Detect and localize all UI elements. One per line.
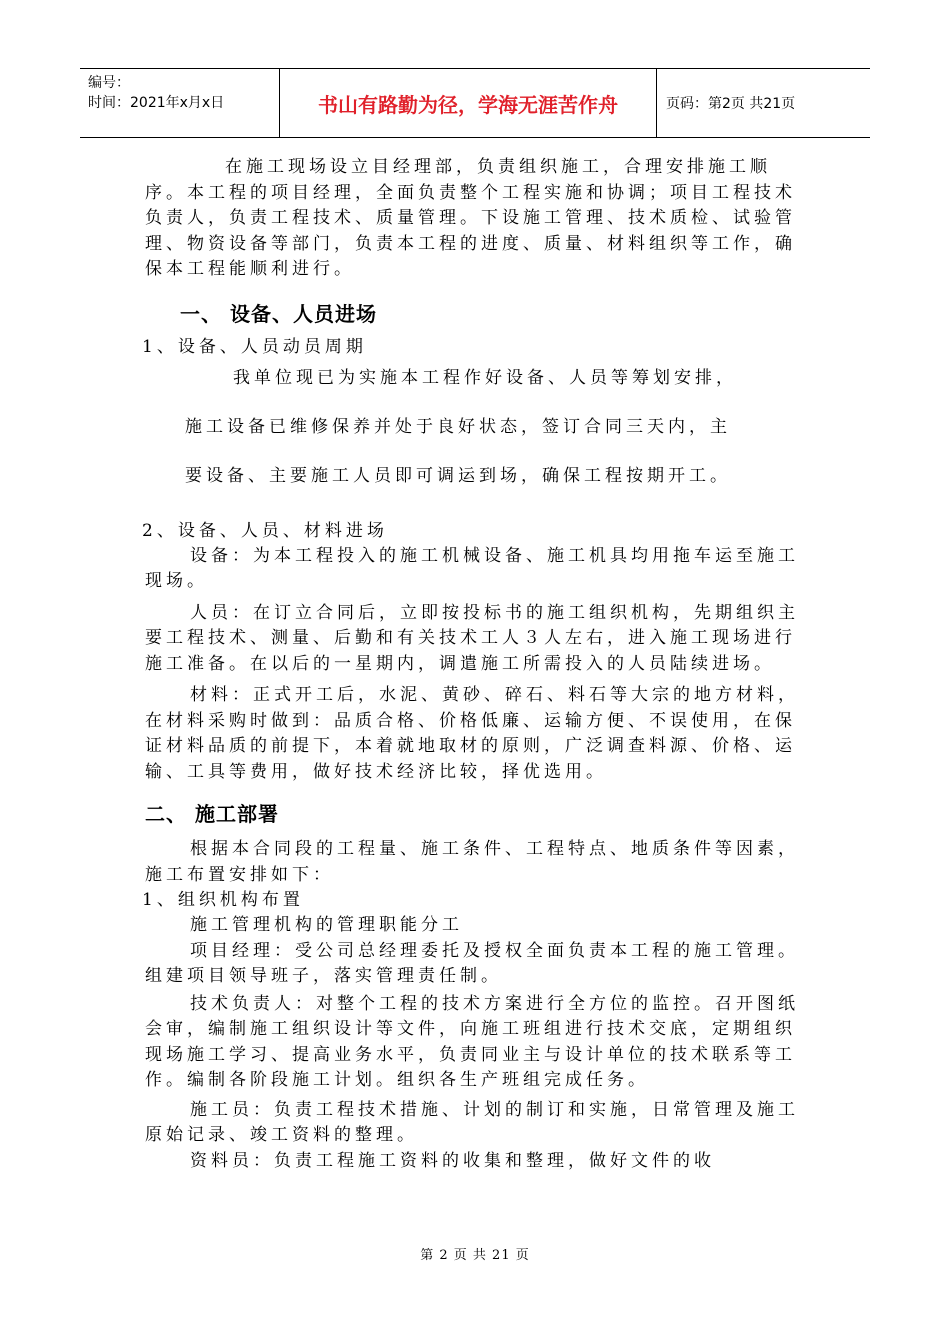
header-page-info: 页码：第2页 共21页 <box>666 96 796 112</box>
s1-item1-line2: 施工设备已维修保养并处于良好状态，签订合同三天内，主 <box>185 416 731 437</box>
page-footer: 第 2 页 共 21 页 <box>420 1248 530 1263</box>
s1-item1-line1: 我单位现已为实施本工程作好设备、人员等筹划安排， <box>233 367 737 388</box>
section-1-title: 一、 设备、人员进场 <box>180 301 377 326</box>
header-meta <box>80 69 280 137</box>
s2-intro-paragraph: 根据本合同段的工程量、施工条件、工程特点、地质条件等因素，施工布置安排如下： <box>145 839 799 885</box>
s1-item2-heading: 2、设备、人员、材料进场 <box>142 520 388 541</box>
tech-paragraph: 技术负责人：对整个工程的技术方案进行全方位的监控。召开图纸会审，编制施工组织设计等文件，向施工班组进行技术交底，定期组织现场施工学习、提高业务水平，负责同业主与设计单位的技术联系等工作。编制各阶段施工计划。组织各生产班组完成任务。 <box>145 993 799 1090</box>
time-label: 时间：2021年x月x日 <box>88 95 225 111</box>
s1-item1-line3: 要设备、主要施工人员即可调运到场，确保工程按期开工。 <box>185 465 731 486</box>
materials-paragraph: 材料：正式开工后，水泥、黄砂、碎石、料石等大宗的地方材料，在材料采购时做到：品质合格、价格低廉、运输方便、不误使用，在保证材料品质的前提下，本着就地取材的原则，广泛调查料源、价格、运输、工具等费用，做好技术经济比较，择优选用。 <box>145 685 799 782</box>
page-header <box>80 68 870 138</box>
s1-item1-heading: 1、设备、人员动员周期 <box>142 336 367 357</box>
worker-paragraph: 施工员：负责工程技术措施、计划的制订和实施，日常管理及施工原始记录、竣工资料的整理。 <box>145 1099 799 1145</box>
serial-label: 编号： <box>88 75 130 91</box>
s2-subheading: 施工管理机构的管理职能分工 <box>190 915 463 935</box>
section-2-title: 二、 施工部署 <box>145 802 279 826</box>
header-motto: 书山有路勤为径，学海无涯苦作舟 <box>280 69 657 137</box>
equipment-paragraph: 设备：为本工程投入的施工机械设备、施工机具均用拖车运至施工现场。 <box>145 545 799 591</box>
s2-item1-heading: 1、组织机构布置 <box>142 890 304 910</box>
personnel-paragraph: 人员：在订立合同后，立即按投标书的施工组织机构，先期组织主要工程技术、测量、后勤和有关技术工人３人左右，进入施工现场进行施工准备。在以后的一星期内，调遣施工所需投入的人员陆续进场。 <box>145 602 799 674</box>
pm-paragraph: 项目经理：受公司总经理委托及授权全面负责本工程的施工管理。组建项目领导班子，落实管理责任制。 <box>145 940 799 986</box>
docs-paragraph: 资料员：负责工程施工资料的收集和整理，做好文件的收 <box>190 1150 715 1171</box>
document-body <box>142 155 810 1174</box>
intro-paragraph: 在施工现场设立目经理部，负责组织施工，合理安排施工顺序。本工程的项目经理，全面负责整个工程实施和协调；项目工程技术负责人，负责工程技术、质量管理。下设施工管理、技术质检、试验管理、物资设备等部门，负责本工程的进度、质量、材料组织等工作，确保本工程能顺利进行。 <box>145 157 796 279</box>
